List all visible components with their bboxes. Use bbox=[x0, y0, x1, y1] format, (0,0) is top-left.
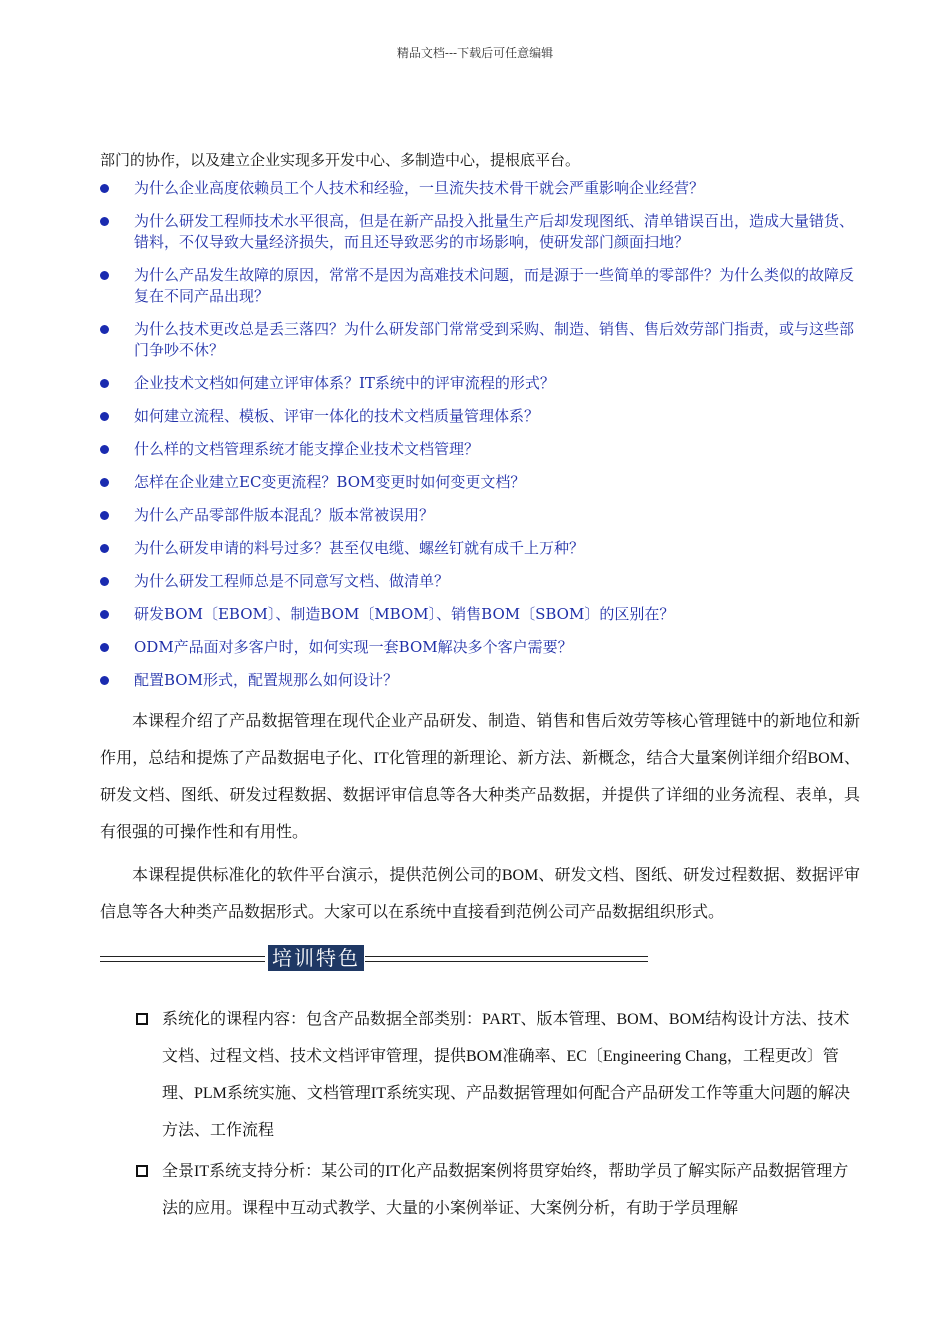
divider bbox=[365, 956, 648, 962]
list-item: 为什么产品发生故障的原因，常常不是因为高难技术问题，而是源于一些简单的零部件？为什么类似的故障反复在不同产品出现？ bbox=[100, 265, 860, 307]
bullet-icon bbox=[100, 577, 109, 586]
paragraph: 本课程提供标准化的软件平台演示，提供范例公司的BOM、研发文档、图纸、研发过程数据、数据评审信息等各大种类产品数据形式。大家可以在系统中直接看到范例公司产品数据组织形式。 bbox=[100, 867, 860, 921]
bullet-icon bbox=[100, 511, 109, 520]
list-item: 企业技术文档如何建立评审体系？IT系统中的评审流程的形式？ bbox=[100, 373, 860, 394]
bullet-icon bbox=[100, 379, 109, 388]
feature-list bbox=[100, 1001, 860, 1227]
bullet-icon bbox=[100, 544, 109, 553]
bullet-icon bbox=[100, 325, 109, 334]
list-item: 为什么研发工程师总是不同意写文档、做清单？ bbox=[100, 571, 860, 592]
bullet-icon bbox=[100, 271, 109, 280]
list-item: 如何建立流程、模板、评审一体化的技术文档质量管理体系？ bbox=[100, 406, 860, 427]
list-item: 为什么研发工程师技术水平很高，但是在新产品投入批量生产后却发现图纸、清单错误百出，造成大量错货、错料，不仅导致大量经济损失，而且还导致恶劣的市场影响，使研发部门颜面扫地？ bbox=[100, 211, 860, 253]
paragraph: 本课程介绍了产品数据管理在现代企业产品研发、制造、销售和售后效劳等核心管理链中的新地位和新作用，总结和提炼了产品数据电子化、IT化管理的新理论、新方法、新概念，结合大量案例详细介绍BOM、研发文档、图纸、研发过程数据、数据评审信息等各大种类产品数据，并提供了详细的业务流程、表单，具有很强的可操作性和有用性。 bbox=[100, 713, 860, 841]
page-header: 精品文档---下载后可任意编辑 bbox=[396, 46, 554, 60]
section-heading bbox=[100, 945, 648, 975]
list-item: ODM产品面对多客户时，如何实现一套BOM解决多个客户需要？ bbox=[100, 637, 860, 658]
list-item: 怎样在企业建立EC变更流程？BOM变更时如何变更文档？ bbox=[100, 472, 860, 493]
list-item: 为什么企业高度依赖员工个人技术和经验，一旦流失技术骨干就会严重影响企业经营？ bbox=[100, 178, 860, 199]
bullet-icon bbox=[100, 610, 109, 619]
list-item: 全景IT系统支持分析：某公司的IT化产品数据案例将贯穿始终，帮助学员了解实际产品数据管理方法的应用。课程中互动式教学、大量的小案例举证、大案例分析，有助于学员理解 bbox=[100, 1153, 860, 1227]
bullet-icon bbox=[100, 445, 109, 454]
bullet-icon bbox=[100, 217, 109, 226]
bullet-icon bbox=[100, 184, 109, 193]
bullet-icon bbox=[100, 676, 109, 685]
square-bullet-icon bbox=[136, 1165, 148, 1177]
divider bbox=[100, 956, 265, 962]
question-list bbox=[100, 178, 860, 691]
section-title: 培训特色 bbox=[268, 945, 364, 971]
square-bullet-icon bbox=[136, 1013, 148, 1025]
list-item: 配置BOM形式，配置规那么如何设计？ bbox=[100, 670, 860, 691]
list-item: 系统化的课程内容：包含产品数据全部类别：PART、版本管理、BOM、BOM结构设计方法、技术文档、过程文档、技术文档评审管理，提供BOM准确率、EC〔Engineering Chang，工程更改〕管理、PLM系统实施、文档管理IT系统实现、产品数据管理如何配合产品研发工作等重大问题的解决方法、工作流程 bbox=[100, 1001, 860, 1149]
list-item: 什么样的文档管理系统才能支撑企业技术文档管理？ bbox=[100, 439, 860, 460]
list-item: 研发BOM〔EBOM〕、制造BOM〔MBOM〕、销售BOM〔SBOM〕的区别在？ bbox=[100, 604, 860, 625]
list-item: 为什么技术更改总是丢三落四？为什么研发部门常常受到采购、制造、销售、售后效劳部门指责，或与这些部门争吵不休？ bbox=[100, 319, 860, 361]
bullet-icon bbox=[100, 478, 109, 487]
list-item: 为什么产品零部件版本混乱？版本常被误用？ bbox=[100, 505, 860, 526]
intro-line: 部门的协作，以及建立企业实现多开发中心、多制造中心，提根底平台。 bbox=[100, 151, 581, 169]
document-body bbox=[100, 148, 860, 1231]
bullet-icon bbox=[100, 412, 109, 421]
list-item: 为什么研发申请的料号过多？甚至仅电缆、螺丝钉就有成千上万种？ bbox=[100, 538, 860, 559]
bullet-icon bbox=[100, 643, 109, 652]
